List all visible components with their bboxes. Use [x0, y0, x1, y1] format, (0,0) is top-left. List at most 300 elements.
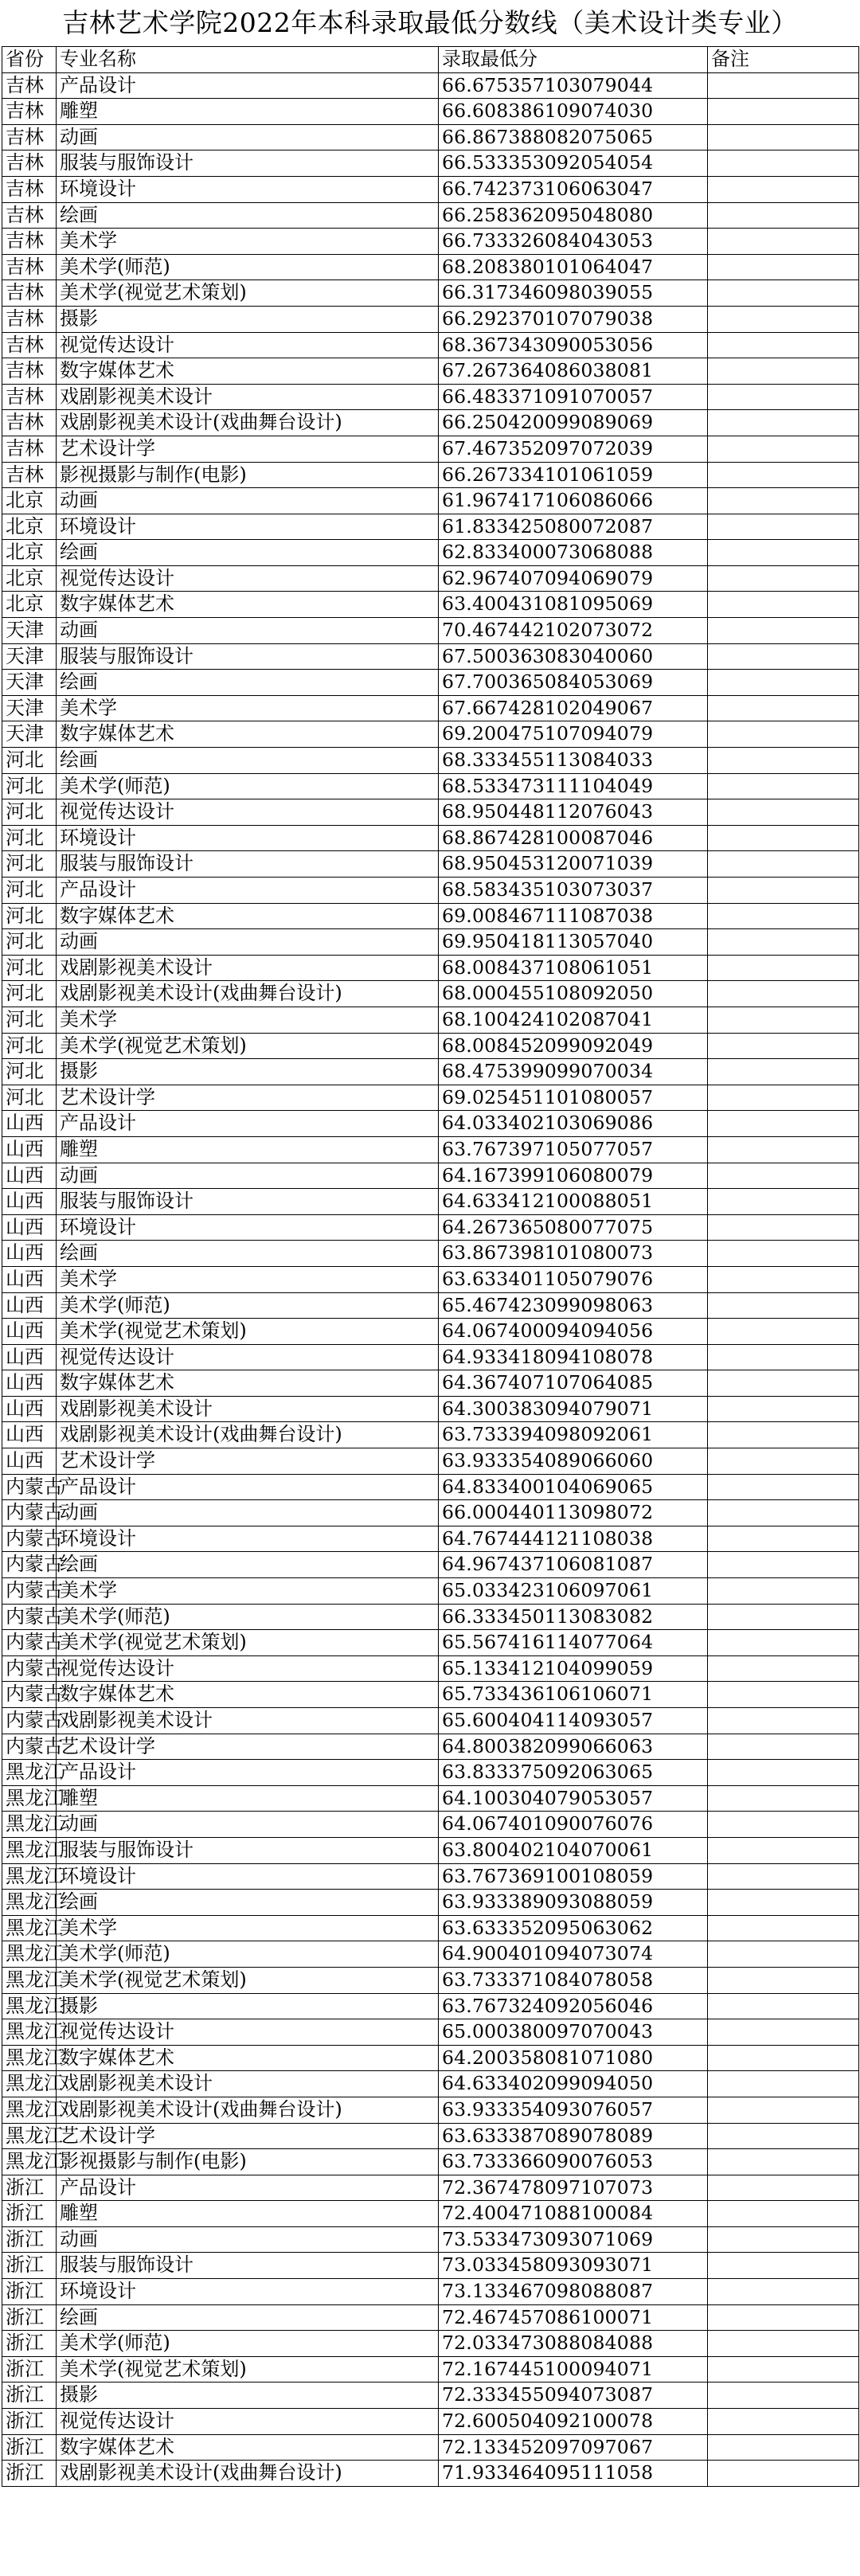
score-cell: 64.800382099066063: [439, 1734, 708, 1760]
remark-cell: [708, 2304, 859, 2331]
score-cell: 72.167445100094071: [439, 2356, 708, 2383]
table-row: [2, 2045, 859, 2071]
remark-cell: [708, 1552, 859, 1578]
province-cell: 吉林: [2, 358, 57, 385]
remark-cell: [708, 1007, 859, 1033]
score-cell: 64.033402103069086: [439, 1111, 708, 1137]
major-cell: 绘画: [57, 1552, 439, 1578]
score-cell: 73.533473093071069: [439, 2226, 708, 2253]
table-row: [2, 1396, 859, 1422]
major-cell: 艺术设计学: [57, 436, 439, 462]
major-cell: 动画: [57, 124, 439, 150]
score-cell: 66.333450113083082: [439, 1604, 708, 1630]
table-row: [2, 1241, 859, 1267]
table-row: [2, 2071, 859, 2097]
remark-cell: [708, 929, 859, 956]
score-cell: 66.675357103079044: [439, 72, 708, 99]
remark-cell: [708, 436, 859, 462]
major-cell: 产品设计: [57, 1760, 439, 1786]
major-cell: 环境设计: [57, 514, 439, 540]
major-cell: 动画: [57, 2226, 439, 2253]
province-cell: 河北: [2, 1033, 57, 1059]
major-cell: 艺术设计学: [57, 1734, 439, 1760]
table-row: [2, 280, 859, 307]
remark-cell: [708, 2045, 859, 2071]
score-cell: 68.008452099092049: [439, 1033, 708, 1059]
major-cell: 艺术设计学: [57, 2123, 439, 2149]
remark-cell: [708, 280, 859, 307]
score-cell: 64.367407107064085: [439, 1370, 708, 1397]
province-cell: 河北: [2, 955, 57, 981]
score-cell: 63.933389093088059: [439, 1890, 708, 1916]
score-cell: 72.600504092100078: [439, 2409, 708, 2435]
table-row: [2, 488, 859, 514]
major-cell: 戏剧影视美术设计: [57, 2071, 439, 2097]
province-cell: 黑龙江: [2, 1863, 57, 1890]
score-cell: 66.292370107079038: [439, 306, 708, 332]
major-cell: 数字媒体艺术: [57, 592, 439, 618]
table-row: [2, 1655, 859, 1682]
major-cell: 戏剧影视美术设计(戏曲舞台设计): [57, 410, 439, 436]
major-cell: 产品设计: [57, 1111, 439, 1137]
major-cell: 数字媒体艺术: [57, 1370, 439, 1397]
province-cell: 黑龙江: [2, 1837, 57, 1863]
province-cell: 河北: [2, 1085, 57, 1111]
score-cell: 65.133412104099059: [439, 1655, 708, 1682]
remark-cell: [708, 1578, 859, 1605]
province-cell: 北京: [2, 514, 57, 540]
remark-cell: [708, 565, 859, 592]
major-cell: 产品设计: [57, 2175, 439, 2201]
remark-cell: [708, 1863, 859, 1890]
score-cell: 68.367343090053056: [439, 332, 708, 358]
major-cell: 动画: [57, 618, 439, 644]
province-cell: 吉林: [2, 306, 57, 332]
score-cell: 63.933354093076057: [439, 2097, 708, 2123]
remark-cell: [708, 1396, 859, 1422]
table-row: [2, 2356, 859, 2383]
major-cell: 服装与服饰设计: [57, 643, 439, 670]
table-row: [2, 851, 859, 878]
remark-cell: [708, 1915, 859, 1941]
table-row: [2, 1500, 859, 1526]
table-row: [2, 1189, 859, 1215]
major-cell: 环境设计: [57, 2279, 439, 2305]
remark-cell: [708, 99, 859, 125]
score-cell: 63.867398101080073: [439, 1241, 708, 1267]
remark-cell: [708, 1890, 859, 1916]
score-cell: 73.033458093093071: [439, 2253, 708, 2279]
major-cell: 产品设计: [57, 72, 439, 99]
province-cell: 吉林: [2, 202, 57, 229]
major-cell: 绘画: [57, 1241, 439, 1267]
table-row: [2, 1474, 859, 1500]
remark-cell: [708, 229, 859, 255]
score-cell: 64.200358081071080: [439, 2045, 708, 2071]
major-cell: 美术学(视觉艺术策划): [57, 1319, 439, 1345]
table-row: [2, 384, 859, 410]
major-cell: 美术学(视觉艺术策划): [57, 2356, 439, 2383]
score-cell: 62.967407094069079: [439, 565, 708, 592]
major-cell: 服装与服饰设计: [57, 1189, 439, 1215]
major-cell: 视觉传达设计: [57, 799, 439, 826]
score-cell: 63.800402104070061: [439, 1837, 708, 1863]
remark-cell: [708, 410, 859, 436]
province-cell: 山西: [2, 1189, 57, 1215]
remark-cell: [708, 2201, 859, 2227]
table-row: [2, 1708, 859, 1734]
score-cell: 63.633387089078089: [439, 2123, 708, 2149]
table-row: [2, 99, 859, 125]
score-cell: 66.317346098039055: [439, 280, 708, 307]
province-cell: 吉林: [2, 72, 57, 99]
major-cell: 数字媒体艺术: [57, 2045, 439, 2071]
major-cell: 美术学: [57, 1578, 439, 1605]
province-cell: 黑龙江: [2, 1993, 57, 2019]
province-cell: 河北: [2, 748, 57, 774]
table-row: [2, 748, 859, 774]
remark-cell: [708, 748, 859, 774]
table-row: [2, 306, 859, 332]
remark-cell: [708, 851, 859, 878]
remark-cell: [708, 2097, 859, 2123]
province-cell: 黑龙江: [2, 2097, 57, 2123]
score-cell: 65.000380097070043: [439, 2019, 708, 2046]
remark-cell: [708, 1344, 859, 1370]
score-cell: 66.867388082075065: [439, 124, 708, 150]
province-cell: 河北: [2, 799, 57, 826]
remark-cell: [708, 825, 859, 851]
province-cell: 浙江: [2, 2304, 57, 2331]
province-cell: 北京: [2, 565, 57, 592]
province-cell: 天津: [2, 618, 57, 644]
major-cell: 美术学(师范): [57, 254, 439, 280]
province-cell: 黑龙江: [2, 1785, 57, 1812]
major-cell: 戏剧影视美术设计(戏曲舞台设计): [57, 2097, 439, 2123]
province-cell: 浙江: [2, 2253, 57, 2279]
table-row: [2, 1085, 859, 1111]
remark-cell: [708, 2409, 859, 2435]
major-cell: 环境设计: [57, 176, 439, 202]
remark-cell: [708, 2175, 859, 2201]
major-cell: 动画: [57, 1812, 439, 1838]
major-cell: 影视摄影与制作(电影): [57, 462, 439, 488]
province-cell: 内蒙古: [2, 1500, 57, 1526]
table-row: [2, 2175, 859, 2201]
table-row: [2, 2226, 859, 2253]
major-cell: 绘画: [57, 1890, 439, 1916]
table-row: [2, 150, 859, 177]
province-cell: 吉林: [2, 384, 57, 410]
table-row: [2, 1526, 859, 1552]
header-province: 省份: [2, 47, 57, 73]
province-cell: 山西: [2, 1241, 57, 1267]
major-cell: 雕塑: [57, 99, 439, 125]
province-cell: 北京: [2, 488, 57, 514]
major-cell: 美术学: [57, 695, 439, 721]
score-cell: 69.025451101080057: [439, 1085, 708, 1111]
table-row: [2, 1630, 859, 1656]
table-row: [2, 955, 859, 981]
score-cell: 68.533473111104049: [439, 773, 708, 799]
remark-cell: [708, 1837, 859, 1863]
province-cell: 北京: [2, 592, 57, 618]
province-cell: 浙江: [2, 2331, 57, 2357]
table-row: [2, 878, 859, 904]
major-cell: 绘画: [57, 2304, 439, 2331]
major-cell: 戏剧影视美术设计(戏曲舞台设计): [57, 2461, 439, 2487]
remark-cell: [708, 1111, 859, 1137]
page-title: 吉林艺术学院2022年本科录取最低分数线（美术设计类专业）: [62, 7, 798, 38]
major-cell: 戏剧影视美术设计: [57, 1396, 439, 1422]
table-row: [2, 1915, 859, 1941]
remark-cell: [708, 2279, 859, 2305]
remark-cell: [708, 2071, 859, 2097]
score-cell: 72.467457086100071: [439, 2304, 708, 2331]
table-row: [2, 514, 859, 540]
remark-cell: [708, 150, 859, 177]
table-row: [2, 1007, 859, 1033]
table-row: [2, 410, 859, 436]
province-cell: 吉林: [2, 124, 57, 150]
province-cell: 吉林: [2, 436, 57, 462]
remark-cell: [708, 2331, 859, 2357]
table-row: [2, 1319, 859, 1345]
province-cell: 黑龙江: [2, 1967, 57, 1993]
major-cell: 戏剧影视美术设计: [57, 384, 439, 410]
major-cell: 绘画: [57, 540, 439, 566]
province-cell: 天津: [2, 643, 57, 670]
province-cell: 浙江: [2, 2356, 57, 2383]
remark-cell: [708, 1085, 859, 1111]
province-cell: 黑龙江: [2, 1812, 57, 1838]
score-cell: 63.733394098092061: [439, 1422, 708, 1448]
remark-cell: [708, 202, 859, 229]
table-row: [2, 1370, 859, 1397]
remark-cell: [708, 176, 859, 202]
header-min-score: 录取最低分: [439, 47, 708, 73]
score-cell: 66.483371091070057: [439, 384, 708, 410]
score-cell: 63.933354089066060: [439, 1448, 708, 1475]
score-cell: 63.767324092056046: [439, 1993, 708, 2019]
province-cell: 浙江: [2, 2201, 57, 2227]
score-table: [2, 46, 859, 2487]
remark-cell: [708, 1241, 859, 1267]
remark-cell: [708, 2461, 859, 2487]
remark-cell: [708, 1941, 859, 1968]
table-row: [2, 773, 859, 799]
province-cell: 内蒙古: [2, 1708, 57, 1734]
major-cell: 美术学(视觉艺术策划): [57, 280, 439, 307]
province-cell: 黑龙江: [2, 2019, 57, 2046]
table-body: [2, 72, 859, 2486]
remark-cell: [708, 488, 859, 514]
score-cell: 68.475399099070034: [439, 1059, 708, 1085]
score-cell: 69.200475107094079: [439, 721, 708, 748]
table-row: [2, 436, 859, 462]
province-cell: 浙江: [2, 2434, 57, 2461]
province-cell: 浙江: [2, 2279, 57, 2305]
major-cell: 视觉传达设计: [57, 565, 439, 592]
table-row: [2, 2331, 859, 2357]
remark-cell: [708, 721, 859, 748]
major-cell: 视觉传达设计: [57, 2019, 439, 2046]
major-cell: 服装与服饰设计: [57, 851, 439, 878]
table-row: [2, 1812, 859, 1838]
table-row: [2, 1941, 859, 1968]
major-cell: 美术学(视觉艺术策划): [57, 1630, 439, 1656]
score-cell: 61.967417106086066: [439, 488, 708, 514]
table-row: [2, 1837, 859, 1863]
table-row: [2, 1059, 859, 1085]
table-row: [2, 124, 859, 150]
major-cell: 美术学: [57, 1007, 439, 1033]
score-cell: 67.700365084053069: [439, 670, 708, 696]
score-cell: 65.567416114077064: [439, 1630, 708, 1656]
major-cell: 美术学(视觉艺术策划): [57, 1967, 439, 1993]
province-cell: 吉林: [2, 176, 57, 202]
score-cell: 68.000455108092050: [439, 981, 708, 1007]
remark-cell: [708, 1682, 859, 1708]
table-row: [2, 1604, 859, 1630]
score-cell: 65.033423106097061: [439, 1578, 708, 1605]
major-cell: 艺术设计学: [57, 1085, 439, 1111]
table-row: [2, 2097, 859, 2123]
remark-cell: [708, 1292, 859, 1319]
province-cell: 北京: [2, 540, 57, 566]
major-cell: 动画: [57, 929, 439, 956]
province-cell: 吉林: [2, 280, 57, 307]
major-cell: 雕塑: [57, 2201, 439, 2227]
table-row: [2, 981, 859, 1007]
table-row: [2, 1292, 859, 1319]
score-cell: 67.467352097072039: [439, 436, 708, 462]
province-cell: 浙江: [2, 2175, 57, 2201]
table-row: [2, 565, 859, 592]
province-cell: 吉林: [2, 150, 57, 177]
table-row: [2, 1111, 859, 1137]
remark-cell: [708, 1059, 859, 1085]
table-row: [2, 332, 859, 358]
remark-cell: [708, 1630, 859, 1656]
major-cell: 环境设计: [57, 1863, 439, 1890]
major-cell: 戏剧影视美术设计(戏曲舞台设计): [57, 1422, 439, 1448]
province-cell: 山西: [2, 1136, 57, 1163]
province-cell: 山西: [2, 1163, 57, 1189]
table-row: [2, 2019, 859, 2046]
major-cell: 美术学(师范): [57, 2331, 439, 2357]
table-row: [2, 540, 859, 566]
table-row: [2, 358, 859, 385]
major-cell: 数字媒体艺术: [57, 358, 439, 385]
province-cell: 山西: [2, 1370, 57, 1397]
major-cell: 视觉传达设计: [57, 2409, 439, 2435]
major-cell: 环境设计: [57, 1526, 439, 1552]
province-cell: 山西: [2, 1266, 57, 1292]
table-row: [2, 1266, 859, 1292]
table-row: [2, 618, 859, 644]
score-cell: 66.608386109074030: [439, 99, 708, 125]
score-cell: 64.267365080077075: [439, 1214, 708, 1241]
province-cell: 河北: [2, 1059, 57, 1085]
table-row: [2, 670, 859, 696]
remark-cell: [708, 1474, 859, 1500]
province-cell: 浙江: [2, 2226, 57, 2253]
table-row: [2, 2434, 859, 2461]
major-cell: 绘画: [57, 670, 439, 696]
score-cell: 64.300383094079071: [439, 1396, 708, 1422]
remark-cell: [708, 2123, 859, 2149]
remark-cell: [708, 2019, 859, 2046]
table-row: [2, 1967, 859, 1993]
remark-cell: [708, 2434, 859, 2461]
major-cell: 戏剧影视美术设计: [57, 955, 439, 981]
score-cell: 63.633352095063062: [439, 1915, 708, 1941]
table-row: [2, 2304, 859, 2331]
score-cell: 72.333455094073087: [439, 2383, 708, 2409]
remark-cell: [708, 1448, 859, 1475]
province-cell: 山西: [2, 1319, 57, 1345]
remark-cell: [708, 1500, 859, 1526]
major-cell: 服装与服饰设计: [57, 2253, 439, 2279]
major-cell: 数字媒体艺术: [57, 1682, 439, 1708]
major-cell: 美术学: [57, 229, 439, 255]
major-cell: 摄影: [57, 2383, 439, 2409]
major-cell: 美术学(师范): [57, 1292, 439, 1319]
remark-cell: [708, 773, 859, 799]
score-cell: 64.833400104069065: [439, 1474, 708, 1500]
remark-cell: [708, 540, 859, 566]
table-row: [2, 229, 859, 255]
major-cell: 戏剧影视美术设计: [57, 1708, 439, 1734]
remark-cell: [708, 1422, 859, 1448]
score-cell: 72.400471088100084: [439, 2201, 708, 2227]
province-cell: 内蒙古: [2, 1655, 57, 1682]
province-cell: 河北: [2, 825, 57, 851]
province-cell: 山西: [2, 1448, 57, 1475]
table-row: [2, 799, 859, 826]
major-cell: 美术学(师范): [57, 1604, 439, 1630]
province-cell: 内蒙古: [2, 1604, 57, 1630]
province-cell: 河北: [2, 903, 57, 929]
score-cell: 67.667428102049067: [439, 695, 708, 721]
remark-cell: [708, 2149, 859, 2175]
table-row: [2, 1682, 859, 1708]
major-cell: 数字媒体艺术: [57, 903, 439, 929]
major-cell: 视觉传达设计: [57, 1655, 439, 1682]
remark-cell: [708, 1967, 859, 1993]
table-row: [2, 2279, 859, 2305]
remark-cell: [708, 1214, 859, 1241]
remark-cell: [708, 1760, 859, 1786]
table-row: [2, 1993, 859, 2019]
remark-cell: [708, 306, 859, 332]
province-cell: 内蒙古: [2, 1630, 57, 1656]
score-cell: 62.833400073068088: [439, 540, 708, 566]
score-cell: 65.600404114093057: [439, 1708, 708, 1734]
table-row: [2, 721, 859, 748]
province-cell: 河北: [2, 981, 57, 1007]
table-row: [2, 1448, 859, 1475]
major-cell: 产品设计: [57, 878, 439, 904]
province-cell: 黑龙江: [2, 1760, 57, 1786]
table-header-row: [2, 47, 859, 73]
remark-cell: [708, 254, 859, 280]
remark-cell: [708, 1266, 859, 1292]
province-cell: 黑龙江: [2, 2045, 57, 2071]
table-row: [2, 1552, 859, 1578]
province-cell: 河北: [2, 851, 57, 878]
